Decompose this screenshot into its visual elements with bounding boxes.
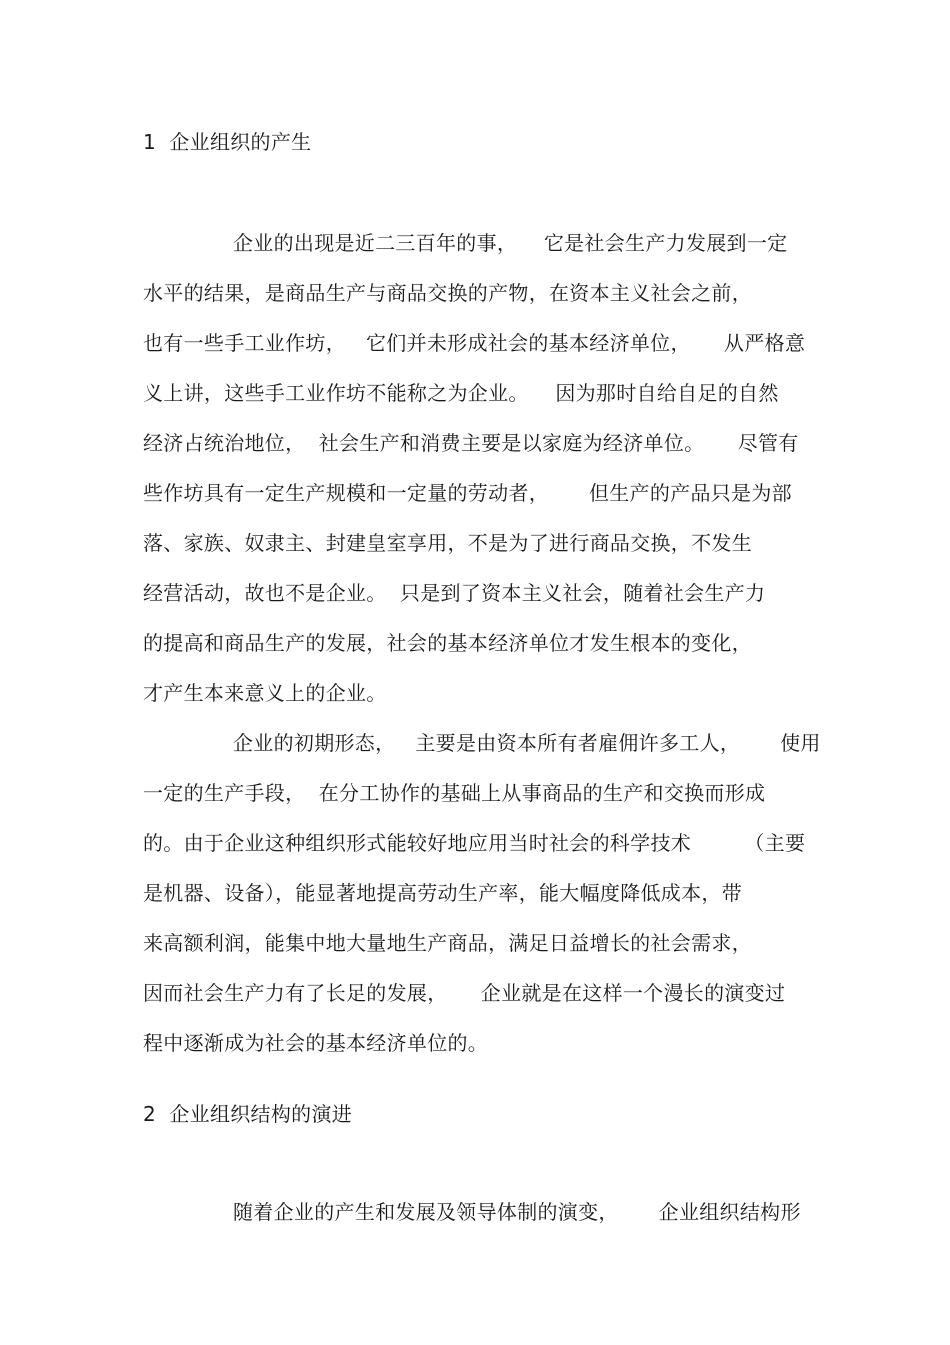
paragraph-line: 些作坊具有一定生产规模和一定量的劳动者， 但生产的产品只是为部 [143, 481, 792, 505]
paragraph-line: 经济占统治地位， 社会生产和消费主要是以家庭为经济单位。 尽管有 [143, 431, 799, 455]
paragraph-line: 义上讲，这些手工业作坊不能称之为企业。 因为那时自给自足的自然 [143, 381, 779, 405]
paragraph-line: 因而社会生产力有了长足的发展， 企业就是在这样一个漫长的演变过 [143, 981, 786, 1005]
paragraph-line: 来高额利润，能集中地大量地生产商品，满足日益增长的社会需求， [143, 931, 752, 955]
paragraph-line: 程中逐渐成为社会的基本经济单位的。 [143, 1031, 489, 1055]
section-heading-2: 2 企业组织结构的演进 [143, 1102, 353, 1126]
paragraph-line: 才产生本来意义上的企业。 [143, 681, 387, 705]
paragraph-line: 一定的生产手段， 在分工协作的基础上从事商品的生产和交换而形成 [143, 781, 766, 805]
paragraph-line: 也有一些手工业作坊， 它们并未形成社会的基本经济单位， 从严格意 [143, 331, 806, 355]
paragraph-line: 经营活动，故也不是企业。 只是到了资本主义社会，随着社会生产力 [143, 581, 766, 605]
paragraph-line: 落、家族、奴隶主、封建皇室享用，不是为了进行商品交换，不发生 [143, 531, 752, 555]
paragraph-line: 的提高和商品生产的发展，社会的基本经济单位才发生根本的变化， [143, 631, 752, 655]
paragraph-line: 随着企业的产生和发展及领导体制的演变， 企业组织结构形 [233, 1200, 801, 1224]
paragraph-line: 企业的出现是近二三百年的事， 它是社会生产力发展到一定 [233, 231, 788, 255]
paragraph-line: 是机器、设备），能显著地提高劳动生产率，能大幅度降低成本，带 [143, 881, 742, 905]
paragraph-line: 水平的结果，是商品生产与商品交换的产物，在资本主义社会之前， [143, 281, 752, 305]
paragraph-line: 企业的初期形态， 主要是由资本所有者雇佣许多工人， 使用 [233, 731, 821, 755]
paragraph-line: 的。由于企业这种组织形式能较好地应用当时社会的科学技术 （主要 [143, 831, 806, 855]
section-heading-1: 1 企业组织的产生 [143, 130, 312, 154]
